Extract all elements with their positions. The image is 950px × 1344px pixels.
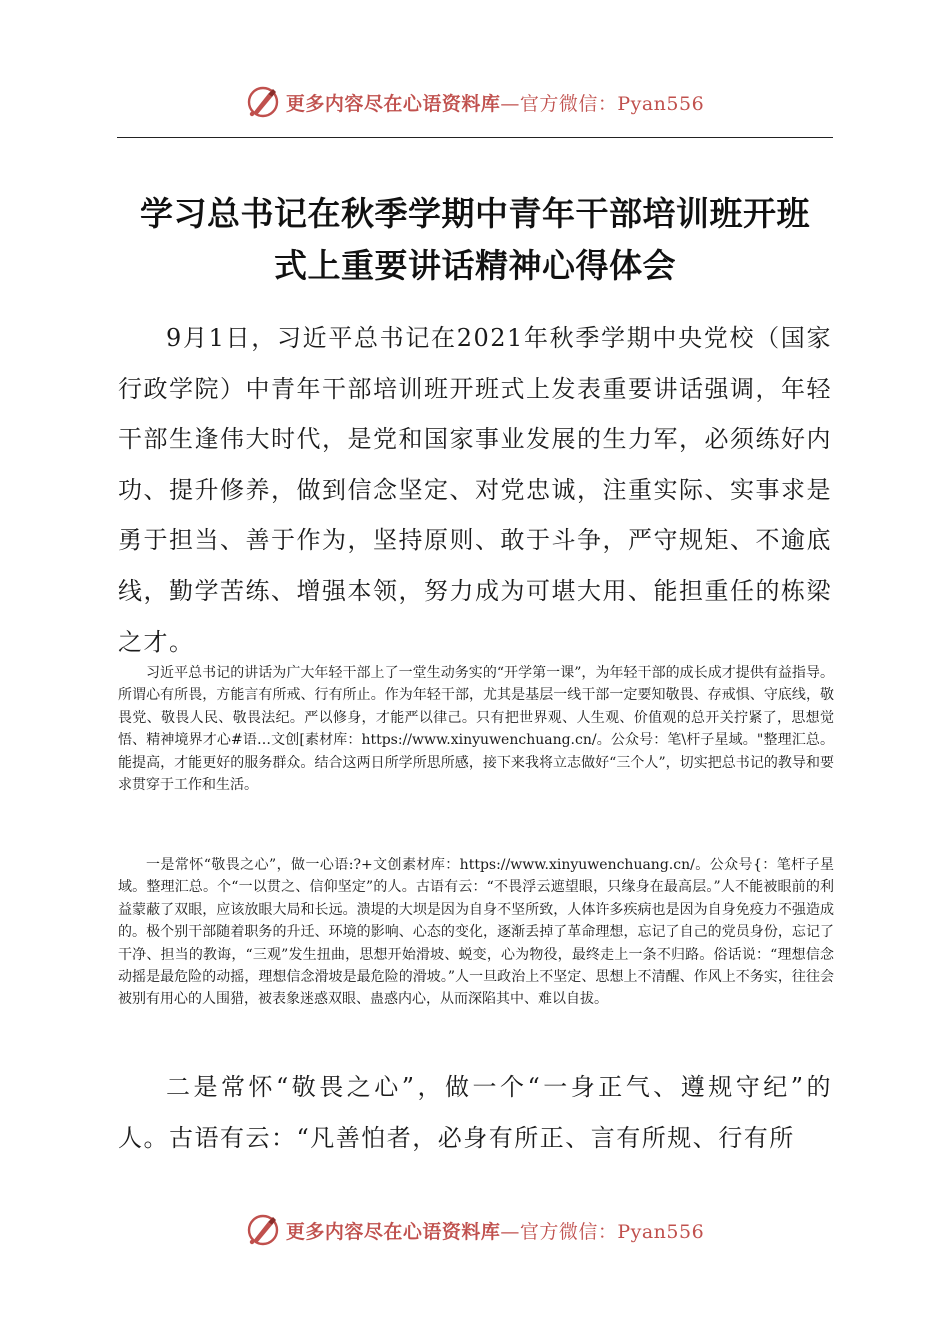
pen-logo-icon	[246, 1213, 280, 1247]
footer-banner-text	[286, 1217, 704, 1244]
header-banner-text	[286, 89, 704, 116]
pen-logo-icon	[246, 85, 280, 119]
header-divider	[117, 137, 833, 138]
title-line-1: 学习总书记在秋季学期中青年干部培训班开班	[140, 194, 810, 233]
header-banner-main: 更多内容尽在心语资料库	[285, 92, 501, 115]
paragraph-point-one: 一是常怀“敬畏之心”，做一心语:?+文创素材库：https://www.xinyuwenchuang.cn/。公众号{：笔杆子星域。整理汇总。个“一以贯之、信仰坚定”的人。古语有云：“不畏浮云遮望眼，只缘身在最高层。”人不能被眼前的利益蒙蔽了双眼，应该放眼大局和长远。溃堤的大坝是因为自身不坚所致，人体许多疾病也是因为自身免疫力不强造成的。极个别干部随着职务的升迁、环境的影响、心态的变化，逐渐丢掉了革命理想，忘记了自己的党员身份，忘记了干净、担当的教诲，“三观”发生扭曲，思想开始滑坡、蜕变，心为物役，最终走上一条不归路。俗话说：“理想信念动摇是最危险的动摇，理想信念滑坡是最危险的滑坡。”人一旦政治上不坚定、思想上不清醒、作风上不务实，往往会被别有用心的人围猎，被表象迷惑双眼、蛊惑内心，从而深陷其中、难以自拔。	[118, 857, 834, 1008]
page-header	[0, 82, 950, 122]
paragraph-point-two: 二是常怀“敬畏之心”，做一个“一身正气、遵规守纪”的人。古语有云：“凡善怕者，必身有所正、言有所规、行有所	[118, 1073, 832, 1152]
header-banner-suffix: —官方微信：Pyan556	[500, 92, 705, 115]
document-title	[110, 188, 840, 292]
page-footer	[0, 1210, 950, 1250]
title-line-2: 式上重要讲话精神心得体会	[274, 246, 676, 285]
paragraph-lecture: 习近平总书记的讲话为广大年轻干部上了一堂生动务实的“开学第一课”，为年轻干部的成长成才提供有益指导。所谓心有所畏，方能言有所戒、行有所止。作为年轻干部，尤其是基层一线干部一定要知敬畏、存戒惧、守底线，敬畏党、敬畏人民、敬畏法纪。严以修身，才能严以律己。只有把世界观、人生观、价值观的总开关拧紧了，思想觉悟、精神境界才心#语…文创[素材库：https://www.xinyuwenchuang.cn/。公众号：笔\杆子星域。"整理汇总。能提高，才能更好的服务群众。结合这两日所学所思所感，接下来我将立志做好“三个人”，切实把总书记的教导和要求贯穿于工作和生活。	[118, 665, 834, 794]
paragraph-intro: 9月1日，习近平总书记在2021年秋季学期中央党校（国家行政学院）中青年干部培训班开班式上发表重要讲话强调，年轻干部生逢伟大时代，是党和国家事业发展的生力军，必须练好内功、提升修养，做到信念坚定、对党忠诚，注重实际、实事求是勇于担当、善于作为，坚持原则、敢于斗争，严守规矩、不逾底线，勤学苦练、增强本领，努力成为可堪大用、能担重任的栋梁之才。	[118, 324, 832, 656]
footer-banner-suffix: —官方微信：Pyan556	[500, 1220, 705, 1243]
footer-banner-main: 更多内容尽在心语资料库	[285, 1220, 501, 1243]
